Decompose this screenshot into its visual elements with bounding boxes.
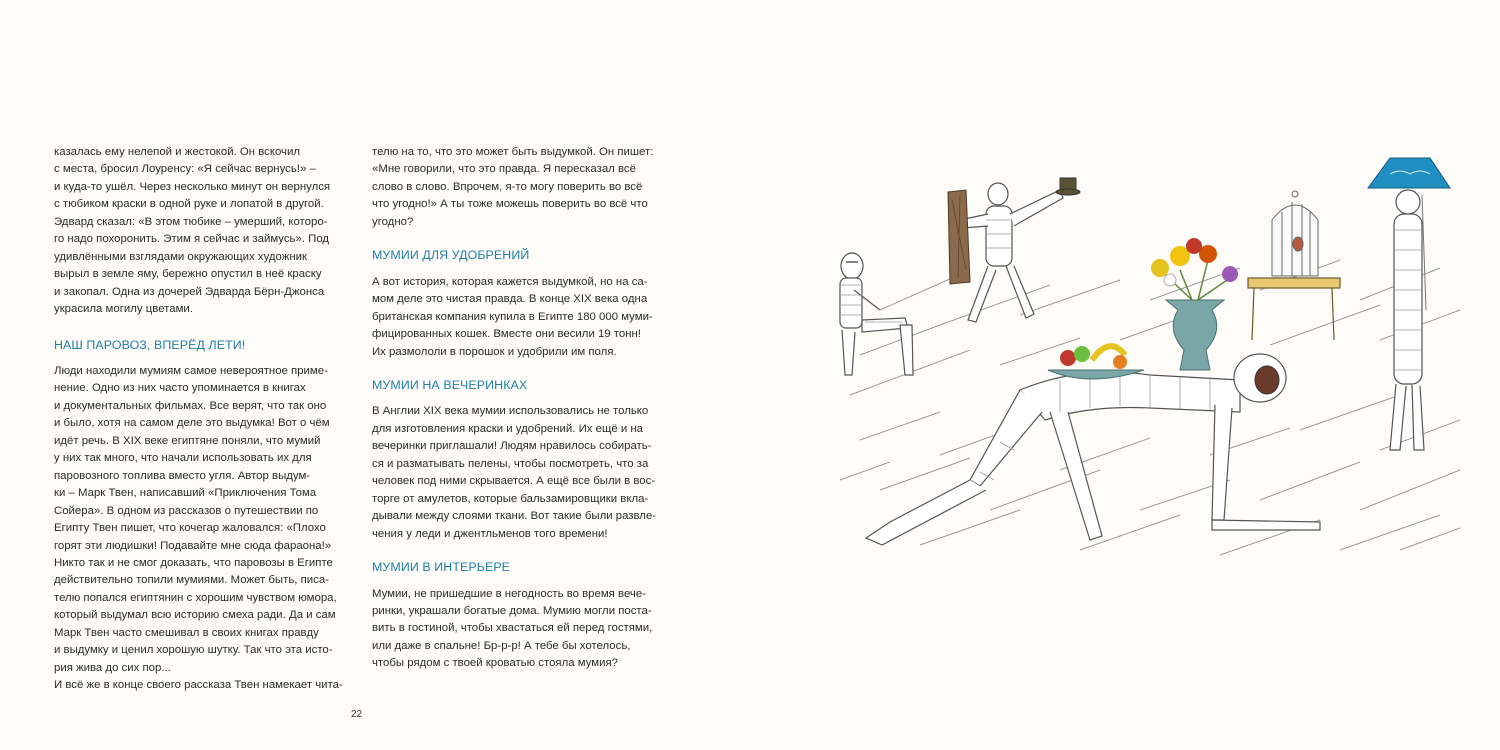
text-line: с места, бросил Лоуренсу: «Я сейчас вернусь!» – <box>54 163 316 176</box>
text-line: ринки, украшали богатые дома. Мумию могли поста- <box>372 604 652 617</box>
right-paragraph-2 <box>372 274 672 361</box>
section-heading-steam-train: НАШ ПАРОВОЗ, ВПЕРЁД ЛЕТИ! <box>54 337 246 352</box>
text-line: человек под ними скрывается. А ещё все были в вос- <box>372 475 656 488</box>
text-line: британская компания купила в Египте 180 000 муми- <box>372 310 653 323</box>
text-line: «Мне говорили, что это правда. Я пересказал всё <box>372 163 636 176</box>
text-line: А вот история, которая кажется выдумкой, но на са- <box>372 275 648 288</box>
text-line: и было, хотя на самом деле это выдумка! Вот о чём <box>54 417 330 430</box>
text-line: или даже в спальне! Бр-р-р! А тебе бы хотелось, <box>372 639 631 652</box>
text-line: Египту Твен пишет, что кочегар жаловался: «Плохо <box>54 522 326 535</box>
text-line: Никто так и не смог доказать, что паровозы в Египте <box>54 556 333 569</box>
text-line: Сойера». В одном из рассказов о путешествии по <box>54 504 319 517</box>
text-line: ся и разматывать пелены, чтобы посмотреть, что за <box>372 457 649 470</box>
text-line: Эдвард сказал: «В этом тюбике – умерший, которо- <box>54 215 328 228</box>
lamp-mummy-figure <box>1390 190 1424 450</box>
seated-mummy-figure <box>840 253 913 375</box>
text-line: фицированных кошек. Вместе они весили 19 тонн! <box>372 328 641 341</box>
text-line: горят эти людишки! Подавайте мне сюда фараона!» <box>54 539 332 552</box>
text-line: мом деле это чистая правда. В конце XIX века одна <box>372 293 648 306</box>
text-line: телю попался египтянин с хорошим чувством юмора, <box>54 591 337 604</box>
text-line: паровозного топлива вместо угля. Автор выдум- <box>54 469 311 482</box>
text-line: вить в гостиной, чтобы хвастаться ей перед гостями, <box>372 622 653 635</box>
text-line: для изготовления краски и удобрений. Их ещё и на <box>372 422 644 435</box>
text-line: торге от амулетов, которые бальзамировщики вкла- <box>372 492 649 505</box>
right-paragraph-3 <box>372 403 672 543</box>
standing-mummy-with-hat <box>960 183 1063 322</box>
text-line: и закопал. Одна из дочерей Эдварда Бёрн-Джонса <box>54 285 325 298</box>
section-heading-parties: МУМИИ НА ВЕЧЕРИНКАХ <box>372 377 528 392</box>
text-line: Мумии, не пришедшие в негодность во время вече- <box>372 587 646 600</box>
text-line: нение. Одно из них часто упоминается в книгах <box>54 382 306 395</box>
vase-with-flowers-icon <box>1151 238 1238 370</box>
text-line: В Англии XIX века мумии использовались не только <box>372 405 649 418</box>
right-text-column <box>372 144 672 673</box>
left-paragraph-2 <box>54 363 354 695</box>
text-line: Люди находили мумиям самое невероятное приме- <box>54 364 328 377</box>
text-line: украсила могилу цветами. <box>54 303 193 316</box>
hat-icon <box>1056 178 1080 195</box>
text-line: чения у леди и джентльменов того времени! <box>372 527 608 540</box>
text-line: Их размололи в порошок и удобрили им поля. <box>372 345 617 358</box>
text-line: казалась ему нелепой и жестокой. Он вскочил <box>54 146 300 158</box>
text-line: вечеринки приглашали! Людям нравилось собирать- <box>372 440 652 453</box>
text-line: И всё же в конце своего рассказа Твен намекает чита- <box>54 679 343 692</box>
text-line: слово в слово. Впрочем, я-то могу поверить во всё <box>372 180 643 193</box>
text-line: с тюбиком краски в одной руке и лопатой в другой. <box>54 198 324 211</box>
coat-icon <box>948 190 970 284</box>
left-text-column <box>54 144 354 695</box>
side-table-icon <box>1248 278 1340 340</box>
text-line: и куда-то ушёл. Через несколько минут он вернулся <box>54 180 331 193</box>
text-line: угодно? <box>372 215 414 228</box>
text-line: го надо похоронить. Этим я сейчас и займусь». Под <box>54 233 330 246</box>
text-line: дывали между слоями ткани. Вот такие были развле- <box>372 510 657 523</box>
text-line: ки – Марк Твен, написавший «Приключения Тома <box>54 487 317 500</box>
mummy-face-icon <box>1255 366 1279 394</box>
text-line: удивлёнными взглядами окружающих художник <box>54 250 307 263</box>
text-line: идёт речь. В XIX веке египтяне поняли, что мумий <box>54 434 321 447</box>
section-heading-fertilizer: МУМИИ ДЛЯ УДОБРЕНИЙ <box>372 248 530 263</box>
birdcage-icon <box>1272 191 1318 276</box>
right-paragraph-4 <box>372 586 672 673</box>
text-line: рия жива до сих пор... <box>54 661 171 674</box>
text-line: чтобы рядом с твоей кроватью стояла мумия? <box>372 657 618 670</box>
table-mummy-figure <box>866 354 1320 545</box>
mummy-interior-illustration <box>820 150 1460 580</box>
left-paragraph-1 <box>54 144 354 319</box>
section-heading-interior: МУМИИ В ИНТЕРЬЕРЕ <box>372 560 511 575</box>
text-line: который выдумал всю историю смеха ради. Да и сам <box>54 609 336 622</box>
text-line: действительно топили мумиями. Может быть, писа- <box>54 574 329 587</box>
text-line: у них так много, что начали использовать их для <box>54 452 312 465</box>
text-line: вырыл в земле яму, бережно опустил в неё краску <box>54 268 322 281</box>
text-line: и документальных фильмах. Все верят, что так оно <box>54 399 327 412</box>
text-line: что угодно!» А ты тоже можешь поверить во всё что <box>372 198 648 211</box>
text-line: и выдумку и ценил хорошую шутку. Так что эта исто- <box>54 644 333 657</box>
page-number: 22 <box>351 709 363 720</box>
fruit-bowl-icon <box>1048 346 1144 379</box>
right-paragraph-1 <box>372 144 672 231</box>
text-line: Марк Твен часто смешивал в своих книгах правду <box>54 626 319 639</box>
text-line: телю на то, что это может быть выдумкой. Он пишет: <box>372 146 654 158</box>
